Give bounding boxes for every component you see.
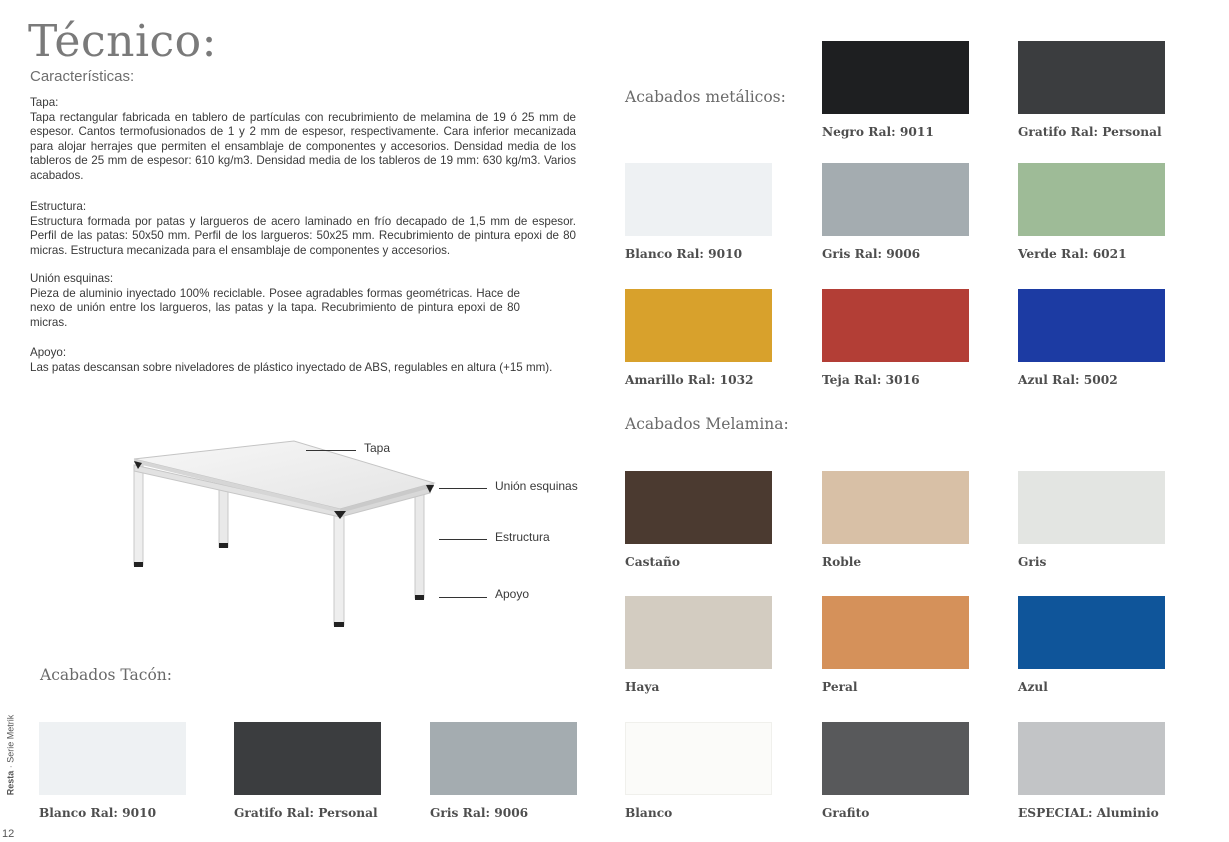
label-apoyo: Apoyo: [495, 587, 530, 601]
brand-name: Resta: [5, 770, 16, 796]
leader-line: [439, 539, 487, 540]
melamina-swatch: [1018, 471, 1165, 544]
melamina-heading: Acabados Melamina:: [625, 415, 789, 433]
leader-line: [439, 488, 487, 489]
spec-heading: Unión esquinas:: [30, 272, 114, 285]
spec-text: Las patas descansan sobre niveladores de plástico inyectado de ABS, regulables en altura (+15 mm).: [30, 360, 553, 374]
metal-label: Verde Ral: 6021: [1018, 247, 1127, 261]
metal-label: Negro Ral: 9011: [822, 125, 934, 139]
metal-swatch: [822, 41, 969, 114]
melamina-label: Haya: [625, 680, 660, 694]
tacon-swatch: [234, 722, 381, 795]
metal-swatch: [822, 163, 969, 236]
leader-line: [439, 597, 487, 598]
series-name: · Serie Metrik: [5, 714, 16, 769]
front-leg: [334, 511, 344, 625]
spec-text: Tapa rectangular fabricada en tablero de partículas con recubrimiento de melamina de 19 ó 25 mm de espesor. Cantos termofusionados de 1 y 2 mm de espesor, respectivamente. Cara inferior mecanizada para alojar herrajes que permiten el ensamblaje de componentes y accesorios. Densidad media de los tableros de 25 mm de espesor: 610 kg/m3. Densidad media de los tableros de 19 mm: 630 kg/m3. Varios acabados.: [30, 110, 576, 182]
tacon-swatch: [430, 722, 577, 795]
label-estructura: Estructura: [495, 530, 550, 544]
melamina-label: Peral: [822, 680, 858, 694]
melamina-label: Castaño: [625, 555, 680, 569]
melamina-swatch: [625, 471, 772, 544]
melamina-label: Roble: [822, 555, 862, 569]
tacon-label: Gratifo Ral: Personal: [234, 806, 378, 820]
melamina-label: Gris: [1018, 555, 1047, 569]
metal-swatch: [625, 163, 772, 236]
page-title: Técnico:: [28, 16, 217, 67]
page-number: 12: [2, 828, 15, 840]
spec-heading: Tapa:: [30, 96, 59, 109]
melamina-label: ESPECIAL: Aluminio: [1018, 806, 1159, 820]
leveler: [334, 622, 344, 627]
brand-sidebar: [5, 715, 15, 796]
metal-label: Azul Ral: 5002: [1018, 373, 1118, 387]
melamina-swatch: [822, 596, 969, 669]
spec-estructura: [30, 200, 576, 258]
melamina-swatch: [1018, 722, 1165, 795]
leader-line: [306, 450, 356, 451]
spec-text: Estructura formada por patas y largueros de acero laminado en frío decapado de 1,5 mm de espesor. Perfil de las patas: 50x50 mm. Perfil de los largueros: 50x25 mm. Recubrimiento de pintura epoxi de 80 micras. Estructura mecanizada para el ensamblaje de componentes y accesorios.: [30, 214, 576, 257]
metal-label: Gratifo Ral: Personal: [1018, 125, 1162, 139]
melamina-label: Grafito: [822, 806, 870, 820]
melamina-swatch: [822, 471, 969, 544]
spec-apoyo: [30, 346, 576, 375]
tacon-swatch: [39, 722, 186, 795]
tacon-label: Gris Ral: 9006: [430, 806, 529, 820]
leveler: [415, 595, 424, 600]
metal-label: Gris Ral: 9006: [822, 247, 921, 261]
section-subtitle: Características:: [30, 68, 135, 85]
spec-heading: Estructura:: [30, 200, 87, 213]
metal-swatch: [1018, 289, 1165, 362]
metal-label: Teja Ral: 3016: [822, 373, 920, 387]
front-leg: [134, 465, 143, 565]
melamina-swatch: [625, 596, 772, 669]
metal-swatch: [1018, 163, 1165, 236]
metal-heading: Acabados metálicos:: [625, 88, 786, 106]
tacon-heading: Acabados Tacón:: [40, 666, 173, 684]
metal-swatch: [625, 289, 772, 362]
spec-heading: Apoyo:: [30, 346, 67, 359]
metal-label: Blanco Ral: 9010: [625, 247, 743, 261]
spec-tapa: [30, 96, 576, 184]
leveler: [219, 543, 228, 548]
tacon-label: Blanco Ral: 9010: [39, 806, 157, 820]
leveler: [134, 562, 143, 567]
metal-label: Amarillo Ral: 1032: [625, 373, 754, 387]
melamina-label: Azul: [1018, 680, 1048, 694]
melamina-swatch: [625, 722, 772, 795]
desk-diagram: [120, 425, 450, 635]
label-union: Unión esquinas: [495, 479, 578, 493]
metal-swatch: [822, 289, 969, 362]
label-tapa: Tapa: [364, 441, 391, 455]
melamina-label: Blanco: [625, 806, 673, 820]
back-leg: [415, 483, 424, 598]
spec-text: Pieza de aluminio inyectado 100% reciclable. Posee agradables formas geométricas. Hace de nexo de unión entre los largueros, las patas y la tapa. Recubrimiento de pintura epoxi de 80 micras.: [30, 286, 520, 329]
metal-swatch: [1018, 41, 1165, 114]
melamina-swatch: [822, 722, 969, 795]
melamina-swatch: [1018, 596, 1165, 669]
spec-union: [30, 272, 520, 330]
